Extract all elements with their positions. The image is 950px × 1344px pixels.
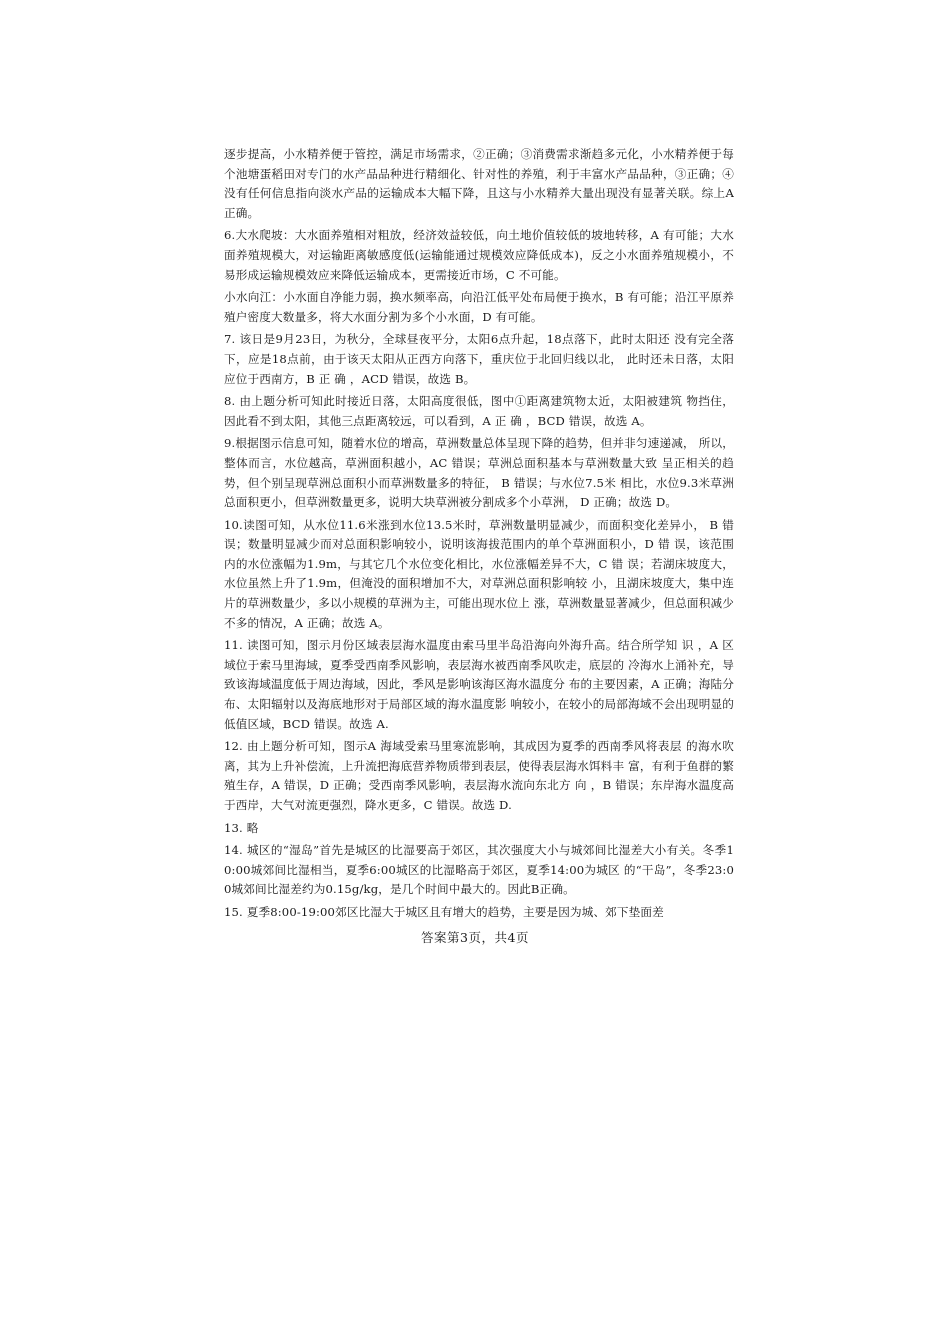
paragraph-q14: 14. 城区的“湿岛”首先是城区的比湿要高于郊区，其次强度大小与城郊间比湿差大小有关。冬季10:00城郊间比湿相当，夏季6:00城区的比湿略高于郊区，夏季14:00为城区 的“干岛”，冬季23:00城郊间比湿差约为0.15g/kg，是几个时间中最大的。因此B正确。	[224, 843, 734, 897]
page-footer: 答案第3页，共4页	[421, 930, 529, 945]
paragraph-q12: 12. 由上题分析可知，图示A 海域受索马里寒流影响，其成因为夏季的西南季风将表层 的海水吹离，其为上升补偿流，上升流把海底营养物质带到表层，使得表层海水饵料丰 富，有利于鱼群的繁殖生存，A 错误，D 正确；受西南季风影响，表层海水流向东北方 向 ，B 错误；东岸海水温度高于西岸，大气对流更强烈，降水更多，C 错误。故选 D.	[224, 739, 734, 812]
paragraph-q6-continued: 小水向江：小水面自净能力弱，换水频率高，向沿江低平处布局便于换水，B 有可能；沿江平原养殖户密度大数量多，将大水面分割为多个小水面，D 有可能。	[224, 290, 734, 324]
answer-text-body	[224, 145, 734, 926]
paragraph-q5-continued: 逐步提高，小水精养便于管控，满足市场需求，②正确；③消费需求渐趋多元化，小水精养便于每个池塘蛋稻田对专门的水产品品种进行精细化、针对性的养殖，利于丰富水产品品种，③正确；④没有任何信息指向淡水产品的运输成本大幅下降，且这与小水精养大量出现没有显著关联。综上A 正确。	[224, 147, 734, 220]
paragraph-q13: 13. 略	[224, 820, 259, 835]
paragraph-q7: 7. 该日是9月23日，为秋分，全球昼夜平分，太阳6点升起，18点落下，此时太阳还 没有完全落下，应是18点前，由于该天太阳从正西方向落下，重庆位于北回归线以北， 此时还未日落，太阳应位于西南方，B 正 确 ，ACD 错误，故选 B。	[224, 332, 734, 386]
paragraph-q11: 11. 读图可知，图示月份区域表层海水温度由索马里半岛沿海向外海升高。结合所学知 识 ，A 区域位于索马里海域，夏季受西南季风影响，表层海水被西南季风吹走，底层的 冷海水上涌补充，导致该海域温度低于周边海域，因此，季风是影响该海区海水温度分 布的主要因素，A 正确；海陆分布、太阳辐射以及海底地形对于局部区域的海水温度影 响较小，在较小的局部海域不会出现明显的低值区域，BCD 错误。故选 A.	[224, 638, 734, 731]
paragraph-q10: 10.读图可知，从水位11.6米涨到水位13.5米时，草洲数量明显减少，而面积变化差异小， B 错误；数量明显减少而对总面积影响较小，说明该海拔范围内的单个草洲面积小，D 错 误，该范围内的水位涨幅为1.9m，与其它几个水位变化相比，水位涨幅差异不大，C 错 误；若湖床坡度大，水位虽然上升了1.9m，但淹没的面积增加不大，对草洲总面积影响较 小，且湖床坡度大，集中连片的草洲数量少，多以小规模的草洲为主，可能出现水位上 涨，草洲数量显著减少，但总面积减少不多的情况，A 正确；故选 A。	[224, 517, 734, 630]
paragraph-q15: 15. 夏季8:00-19:00郊区比湿大于城区且有增大的趋势，主要是因为城、郊下垫面差	[224, 904, 664, 919]
paragraph-q9: 9.根据图示信息可知，随着水位的增高，草洲数量总体呈现下降的趋势，但并非匀速递减， 所以，整体而言，水位越高，草洲面积越小，AC 错误；草洲总面积基本与草洲数量大致 呈正相关的趋势，但个别呈现草洲总面积小而草洲数量多的特征， B 错误；与水位7.5米 相比，水位9.3米草洲总面积更小，但草洲数量更多，说明大块草洲被分割成多个小草洲， D 正确；故选 D。	[224, 436, 734, 510]
paragraph-q8: 8. 由上题分析可知此时接近日落，太阳高度很低，图中①距离建筑物太近，太阳被建筑 物挡住，因此看不到太阳，其他三点距离较远，可以看到，A 正 确 ，BCD 错误，故选 A。	[224, 394, 734, 428]
paragraph-q6: 6.大水爬坡：大水面养殖相对粗放，经济效益较低，向土地价值较低的坡地转移，A 有可能；大水面养殖规模大，对运输距离敏感度低(运输能通过规模效应降低成本)，反之小水面养殖规模小，不易形成运输规模效应来降低运输成本，更需接近市场，C 不可能。	[224, 228, 734, 282]
